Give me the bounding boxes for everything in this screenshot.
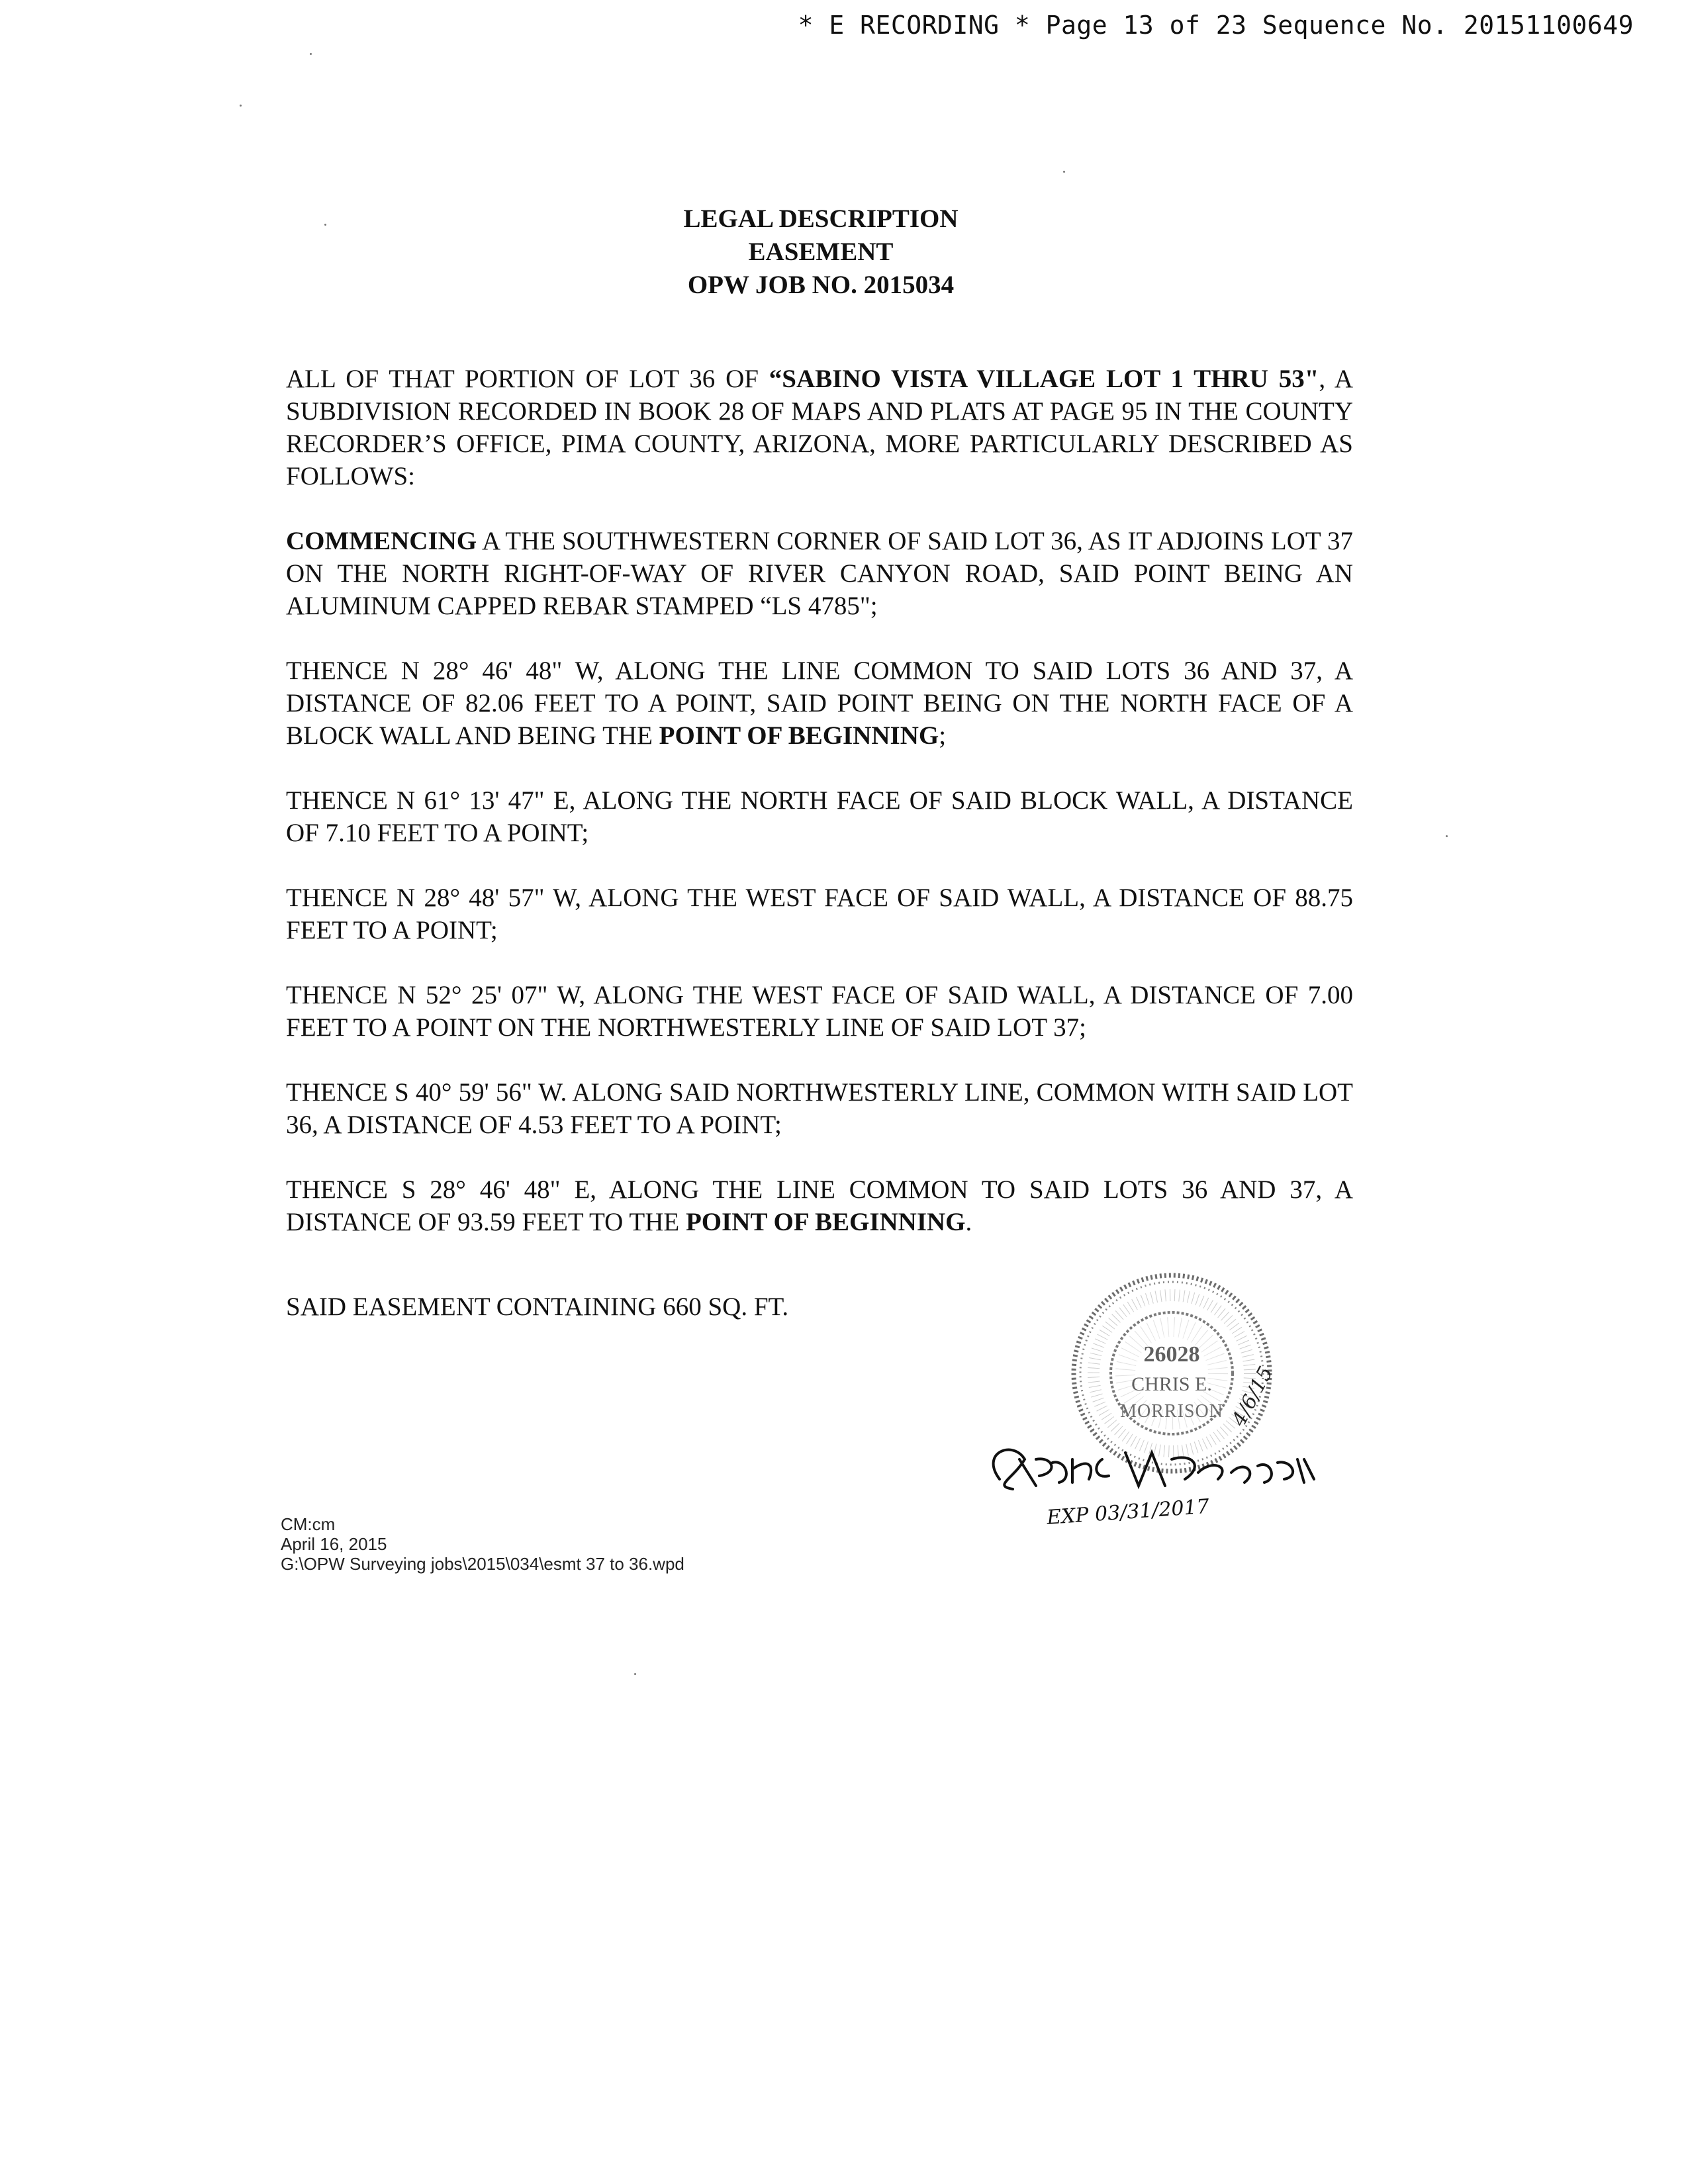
p3-lead: THENCE N 28° 46' 48" W, ALONG THE LINE COMMON TO SAID LOTS 36 AND 37, A DISTANCE OF 82.06 FEET TO A POINT, SAID POINT BEING ON THE NORTH FACE OF A BLOCK WALL AND BEING THE <box>286 657 1353 750</box>
seal-name-line2: MORRISON <box>1120 1401 1223 1422</box>
paragraph-course-4: THENCE N 52° 25' 07" W, ALONG THE WEST FACE OF SAID WALL, A DISTANCE OF 7.00 FEET TO A POINT ON THE NORTHWESTERLY LINE OF SAID LOT 37; <box>286 981 1353 1042</box>
p3-rest: ; <box>939 721 947 750</box>
scan-speck <box>310 53 312 55</box>
title-line-legal-description: LEGAL DESCRIPTION <box>683 205 959 233</box>
p1-lead: ALL OF THAT PORTION OF LOT 36 OF <box>286 365 769 393</box>
author-initials: CM:cm <box>281 1514 336 1534</box>
subdivision-name: “SABINO VISTA VILLAGE LOT 1 THRU 53" <box>769 365 1319 393</box>
document-title <box>0 203 1642 302</box>
document-footer <box>281 1514 684 1574</box>
surveyor-seal-and-signature <box>973 1261 1317 1552</box>
paragraph-course-1 <box>286 655 1353 752</box>
p8-lead: THENCE S 28° 46' 48" E, ALONG THE LINE COMMON TO SAID LOTS 36 AND 37, A DISTANCE OF 93.59 FEET TO THE <box>286 1175 1353 1236</box>
p1-rest: , A SUBDIVISION RECORDED IN BOOK 28 OF MAPS AND PLATS AT PAGE 95 IN THE COUNTY RECORDER’S OFFICE, PIMA COUNTY, ARIZONA, MORE PARTICULARLY DESCRIBED AS FOLLOWS: <box>286 365 1353 490</box>
p2-rest: A THE SOUTHWESTERN CORNER OF SAID LOT 36, AS IT ADJOINS LOT 37 ON THE NORTH RIGHT-OF-WAY OF RIVER CANYON ROAD, SAID POINT BEING AN ALUMINUM CAPPED REBAR STAMPED “LS 4785"; <box>286 527 1353 620</box>
file-path: G:\OPW Surveying jobs\2015\034\esmt 37 to 36.wpd <box>281 1554 684 1574</box>
document-date: April 16, 2015 <box>281 1534 387 1554</box>
commencing-label: COMMENCING <box>286 527 477 555</box>
p8-rest: . <box>965 1208 972 1236</box>
scan-speck <box>634 1673 636 1675</box>
license-expiry: EXP 03/31/2017 <box>1046 1494 1210 1529</box>
title-line-easement: EASEMENT <box>748 238 894 266</box>
seal-date-mark: 4/6/15 <box>1227 1363 1278 1430</box>
paragraph-portion-of-lot <box>286 363 1353 492</box>
legal-description-body <box>286 363 1353 1271</box>
paragraph-course-2: THENCE N 61° 13' 47" E, ALONG THE NORTH FACE OF SAID BLOCK WALL, A DISTANCE OF 7.10 FEET TO A POINT; <box>286 786 1353 847</box>
title-line-job-number: OPW JOB NO. 2015034 <box>687 271 955 299</box>
scan-speck <box>324 224 326 226</box>
seal-name-line1: CHRIS E. <box>1131 1373 1212 1395</box>
seal-number: 26028 <box>1143 1342 1200 1367</box>
seal-stamp <box>1074 1275 1270 1471</box>
point-of-beginning-label: POINT OF BEGINNING <box>685 1208 966 1236</box>
registration-seal-graphic <box>973 1261 1317 1552</box>
paragraph-commencing <box>286 525 1353 622</box>
recording-header: * E RECORDING * Page 13 of 23 Sequence No. 20151100649 <box>798 11 1634 40</box>
scan-speck <box>1063 171 1065 173</box>
easement-area-statement: SAID EASEMENT CONTAINING 660 SQ. FT. <box>286 1293 789 1321</box>
scan-speck <box>1446 835 1448 837</box>
point-of-beginning-label: POINT OF BEGINNING <box>659 721 939 750</box>
paragraph-course-6 <box>286 1173 1353 1238</box>
scan-speck <box>240 105 242 107</box>
paragraph-course-3: THENCE N 28° 48' 57" W, ALONG THE WEST FACE OF SAID WALL, A DISTANCE OF 88.75 FEET TO A POINT; <box>286 884 1353 944</box>
paragraph-course-5: THENCE S 40° 59' 56" W. ALONG SAID NORTHWESTERLY LINE, COMMON WITH SAID LOT 36, A DISTANCE OF 4.53 FEET TO A POINT; <box>286 1078 1353 1139</box>
